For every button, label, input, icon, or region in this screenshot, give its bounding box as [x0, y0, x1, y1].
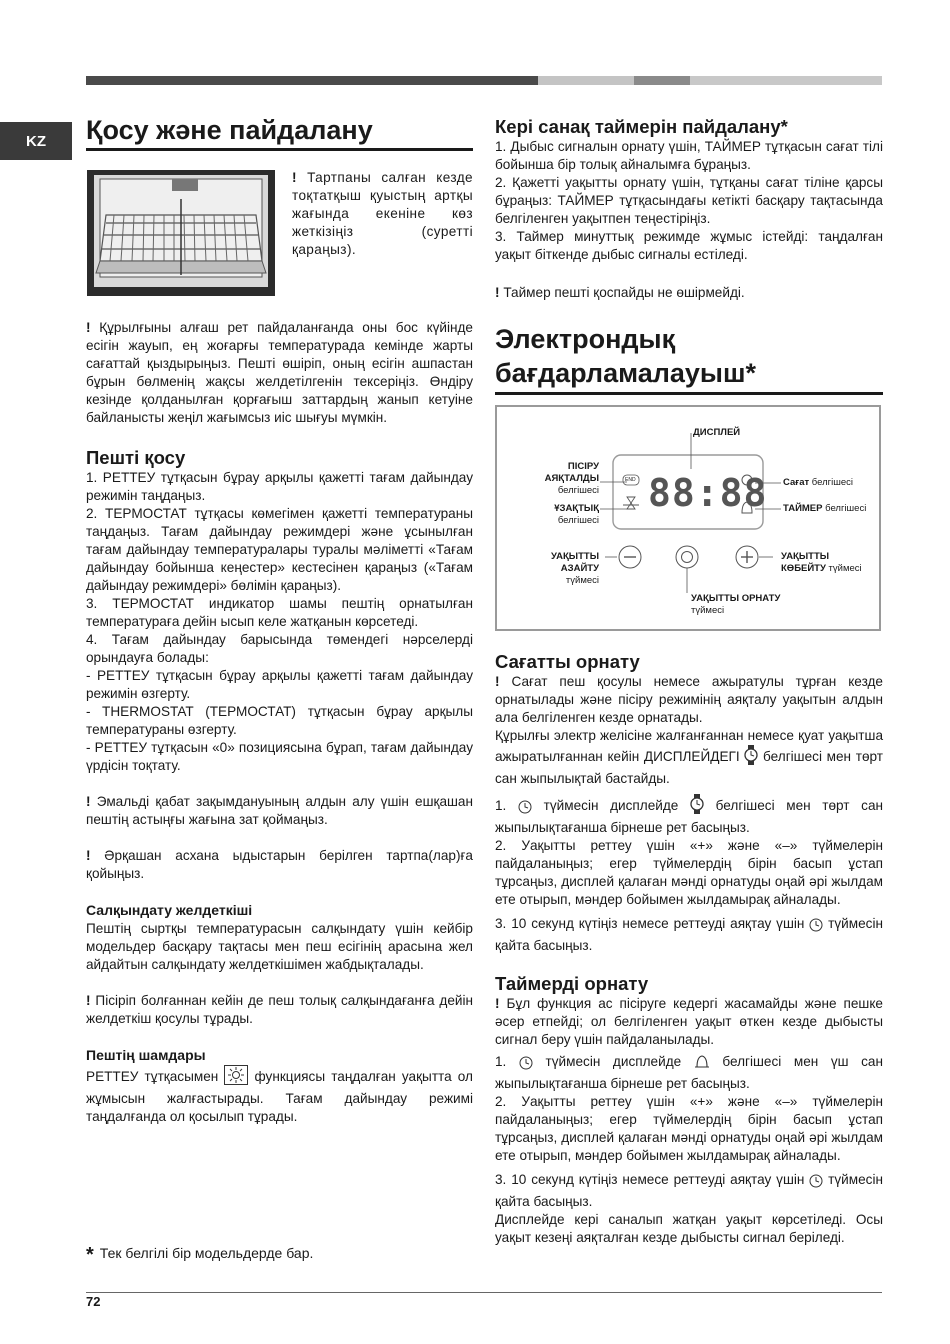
enamel-warning: ! Эмальді қабат зақымдануының алдын алу үшін ешқашан пештің астыңғы жағына зат қоймаңыз. [86, 794, 473, 827]
rack-warning: ! Әрқашан асхана ыдыстарын берілген тартпа(лар)ға қойыңыз. [86, 848, 473, 881]
page-number: 72 [86, 1294, 101, 1309]
electronic-title-rule [495, 322, 883, 395]
language-tab: KZ [0, 122, 72, 160]
lamp-text: РЕТТЕУ тұтқасымен функциясы таңдалған уақытта ол жұмысын жалғастырады. Тағам дайындау режимі таңдалғанда ол қосылып тұрады. [86, 1065, 473, 1126]
header-bar-light-2 [690, 76, 882, 85]
bell-icon [694, 1054, 710, 1075]
clock-heading: Сағатты орнату [495, 651, 640, 672]
lamp-icon [224, 1065, 248, 1090]
list-item: - РЕТТЕУ тұтқасын бұрау арқылы қажетті тағам дайындау режимін өзгерту. [86, 668, 473, 701]
duration-label: ҰЗАҚТЫҚ белгішесі [554, 503, 599, 526]
timer-step-3: 3. 10 секунд күтіңіз немесе реттеуді аяқтау үшін түймесін қайта басыңыз. [495, 1172, 883, 1209]
minus-button-label: УАҚЫТТЫ АЗАЙТУ түймесі [550, 551, 599, 586]
timer-heading: Таймерді орнату [495, 973, 649, 994]
display-label: ДИСПЛЕЙ [693, 427, 741, 438]
clock-text-2: Құрылғы электр желісіне жалғанғаннан немесе қуат уақытша ажыратылғаннан кейін ДИСПЛЕЙДЕГІ белгішесі мен төрт сан жыпылықтай бастайды. [495, 728, 884, 786]
header-bar [86, 76, 882, 85]
display-digits: 88:88 [648, 471, 768, 515]
programmer-panel-diagram [495, 405, 881, 631]
clock-icon [518, 800, 532, 819]
end-icon: END [625, 477, 636, 483]
clock-icon-label: Сағат белгішесі [783, 477, 853, 488]
cook-end-label: ПІСІРУ АЯҚТАЛДЫ белгішесі [544, 461, 599, 496]
timer-step-1: 1. түймесін дисплейде белгішесі мен үш сан жыпылықтағанша бірнеше рет басыңыз. [495, 1054, 883, 1091]
timer-step-2: 2. Уақытты реттеу үшін «+» және «–» түймелерін пайдаланыңыз; егер түймелердің бірін басып ұстап тұрсаңыз, дисплей қалаған мәнді орнатуды оңай әрі жылдам ете отырып, мәндер бойымен жылдамырақ айналады. [495, 1094, 883, 1163]
list-item: - THERMOSTAT (ТЕРМОСТАТ) тұтқасын бұрау арқылы температураны өзгерту. [86, 704, 473, 737]
timer-step-4: Дисплейде кері саналып жатқан уақыт көрсетіледі. Осы уақыт кезеңі аяқталған кезде дыбысты сигнал беріледі. [495, 1212, 883, 1245]
right-column [495, 116, 883, 1247]
list-item: 3. ТЕРМОСТАТ индикатор шамы пештің орнатылған температураға дейін ысып келе жатқанын көрсетеді. [86, 596, 473, 629]
switch-on-list [86, 469, 473, 775]
fan-text: Пештің сыртқы температурасын салқындату үшін кейбір модельдер басқару тақтасы мен пеш есігінің арасына жел айдайтын салқындату желдеткішімен жабдықталады. [86, 921, 473, 972]
footnote: * Тек белгілі бір модельдерде бар. [86, 1244, 314, 1266]
first-use-text: ! Құрылғыны алғаш рет пайдаланғанда оны бос күйінде есігін жауып, ең жоғарғы температурада кемінде жарты сағаттай қыздырыңыз. Пешті өшіріп, оның есігін ашпастан бұрын бөлменің жақсы желдетілгенін тексеріңіз. Өндіру кезінде қолданылған қорғағыш заттардың жанып кетуіне байланысты жеңіл жағымсыз иіс шығуы мүмкін. [86, 320, 473, 425]
lamp-heading: Пештің шамдары [86, 1047, 206, 1063]
plus-button-label: УАҚЫТТЫ КӨБЕЙТУ түймесі [781, 551, 862, 574]
header-bar-dark [86, 76, 538, 85]
clock-icon [809, 1174, 823, 1193]
clock-step-2: 2. Уақытты реттеу үшін «+» және «–» түймелерін пайдаланыңыз; егер түймелердің бірін басып ұстап тұрсаңыз, дисплей қалаған мәнді орнатуды оңай әрі жылдам ете отырып, мәндер бойымен жылдамырақ айналады. [495, 838, 883, 907]
intro-block [86, 169, 473, 297]
clock-icon [809, 918, 823, 937]
watch-icon [690, 794, 704, 819]
list-item: 3. Таймер минуттық режимде жұмыс істейді: таңдалған уақыт біткенде дыбыс сигналы естіледі. [495, 229, 883, 262]
footer-rule [86, 1292, 882, 1293]
header-bar-light [538, 76, 634, 85]
electronic-title: Электрондық бағдарламалауыш* [495, 324, 756, 388]
oven-rack-illustration [86, 169, 276, 297]
list-item: 1. Дыбыс сигналын орнату үшін, ТАЙМЕР тұтқасын сағат тілі бойынша бір толық айналымға бұраңыз. [495, 139, 883, 172]
header-bar-mid [634, 76, 690, 85]
fan-heading: Салқындату желдеткіші [86, 902, 253, 918]
list-item: - РЕТТЕУ тұтқасын «0» позициясына бұрап, тағам дайындау үрдісін тоқтату. [86, 740, 473, 773]
page-title: Қосу және пайдалану [86, 115, 373, 145]
list-item: 4. Тағам дайындау барысында төмендегі нәрселерді орындауға болады: [86, 632, 473, 665]
clock-step-1: 1. түймесін дисплейде белгішесі мен төрт сан жыпылықтағанша бірнеше рет басыңыз. [495, 794, 883, 837]
timer-text-1: ! Бұл функция ас пісіруге кедергі жасамайды және пешке әсер етпейді; ол белгіленген уақыт өткен кезде дыбысты сигнал беру үшін пайдаланылады. [495, 996, 883, 1047]
set-time-button-label: УАҚЫТТЫ ОРНАТУ түймесі [691, 593, 781, 616]
list-item: 1. РЕТТЕУ тұтқасын бұрау арқылы қажетті тағам дайындау режимін таңдаңыз. [86, 470, 473, 503]
countdown-warning: ! Таймер пешті қоспайды не өшірмейді. [495, 285, 745, 300]
clock-step-3: 3. 10 секунд күтіңіз немесе реттеуді аяқтау үшін түймесін қайта басыңыз. [495, 916, 883, 953]
title-rule [86, 114, 473, 151]
clock-text-1: ! Сағат пеш қосулы немесе ажыратулы тұрған кезде орнатылады және пісіру режимінің аяқталу уақытын алдын ала белгіленген кезде орнатады. [495, 674, 883, 725]
intro-text: ! Тартпаны салған кезде тоқтатқыш қуыстың артқы жағында екеніне көз жеткізіңіз (суретті қараңыз). [292, 170, 473, 257]
clock-icon [519, 1056, 533, 1075]
switch-on-heading: Пешті қосу [86, 447, 186, 468]
watch-icon [744, 745, 758, 770]
left-column [86, 114, 473, 1126]
fan-warning: ! Пісіріп болғаннан кейін де пеш толық салқындағанға дейін желдеткіш қосулы тұрады. [86, 993, 473, 1026]
timer-icon-label: ТАЙМЕР белгішесі [783, 503, 867, 514]
list-item: 2. ТЕРМОСТАТ тұтқасы көмегімен қажетті температураны таңдаңыз. Тағам дайындау режимдері және ұсынылған тағам дайындау температуралары туралы мәліметті «Тағам дайындау бойынша кеңестер» кестесінен қараңыз («Тағам дайындау режимдері» бөлімін қараңыз). [86, 506, 473, 593]
countdown-heading: Кері санақ таймерін пайдалану* [495, 116, 788, 137]
countdown-list [495, 138, 883, 264]
list-item: 2. Қажетті уақытты орнату үшін, тұтқаны сағат тіліне қарсы бұраңыз: ТАЙМЕР тұтқасындағы кетікті басқару тақтасында белгіленген уақытпен теңестіріңіз. [495, 175, 883, 226]
